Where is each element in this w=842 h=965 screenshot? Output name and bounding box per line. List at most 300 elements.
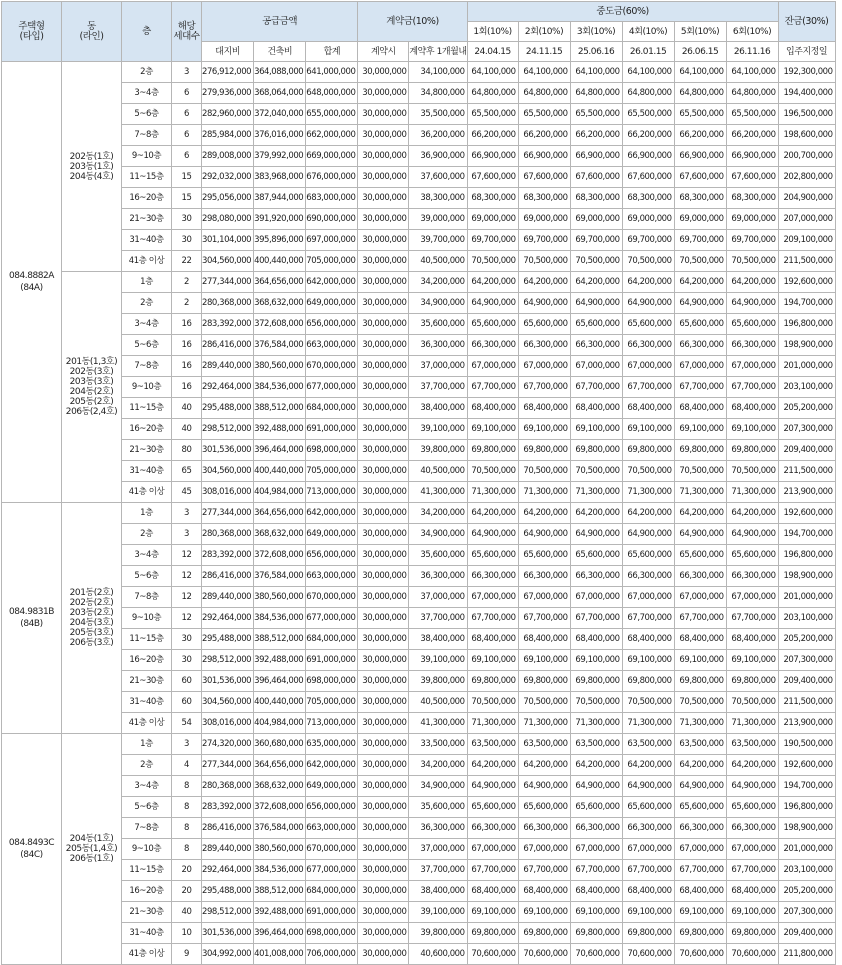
price-cell: 66,300,000 [622,818,674,839]
price-cell: 304,560,000 [202,692,254,713]
price-cell: 67,000,000 [674,356,726,377]
price-cell: 66,300,000 [518,335,570,356]
price-cell: 198,900,000 [778,818,835,839]
floor-cell: 41층 이상 [122,713,172,734]
price-cell: 30,000,000 [358,944,409,965]
units-cell: 20 [172,881,202,902]
price-cell: 69,100,000 [674,902,726,923]
dong-line-cell [62,503,122,734]
price-cell: 201,000,000 [778,587,835,608]
price-cell: 63,500,000 [570,734,622,755]
units-cell: 6 [172,125,202,146]
table-row [2,629,836,650]
price-cell: 71,300,000 [622,482,674,503]
header-date6: 26.11.16 [726,42,778,62]
table-row [2,188,836,209]
price-cell: 38,400,000 [409,629,467,650]
price-cell: 30,000,000 [358,419,409,440]
price-cell: 69,800,000 [518,923,570,944]
price-cell: 292,464,000 [202,860,254,881]
price-cell: 69,700,000 [570,230,622,251]
header-floor: 층 [122,2,172,62]
price-cell: 64,100,000 [467,62,518,83]
units-cell: 3 [172,734,202,755]
table-row [2,440,836,461]
price-cell: 648,000,000 [306,83,358,104]
price-cell: 71,300,000 [467,713,518,734]
price-cell: 39,100,000 [409,419,467,440]
floor-cell: 3~4층 [122,545,172,566]
price-cell: 69,800,000 [467,440,518,461]
price-cell: 285,984,000 [202,125,254,146]
units-cell: 10 [172,923,202,944]
price-cell: 64,900,000 [518,524,570,545]
floor-cell: 31~40층 [122,230,172,251]
price-cell: 295,056,000 [202,188,254,209]
price-cell: 30,000,000 [358,545,409,566]
price-cell: 66,900,000 [467,146,518,167]
price-cell: 64,200,000 [622,755,674,776]
units-cell: 6 [172,146,202,167]
table-row [2,482,836,503]
table-row [2,923,836,944]
price-cell: 274,320,000 [202,734,254,755]
price-cell: 70,600,000 [518,944,570,965]
unit-type-cell [2,62,62,503]
units-cell: 16 [172,356,202,377]
price-cell: 289,440,000 [202,839,254,860]
price-cell: 196,500,000 [778,104,835,125]
price-cell: 67,700,000 [674,860,726,881]
header-deposit: 계약금(10%) [358,2,467,42]
price-cell: 70,500,000 [674,692,726,713]
price-cell: 298,512,000 [202,419,254,440]
price-cell: 301,536,000 [202,440,254,461]
units-cell: 12 [172,566,202,587]
floor-cell: 7~8층 [122,125,172,146]
price-cell: 30,000,000 [358,146,409,167]
price-cell: 202,800,000 [778,167,835,188]
units-cell: 60 [172,671,202,692]
floor-cell: 41층 이상 [122,251,172,272]
price-cell: 40,500,000 [409,461,467,482]
floor-cell: 16~20층 [122,419,172,440]
price-cell: 194,400,000 [778,83,835,104]
price-cell: 70,600,000 [674,944,726,965]
price-cell: 192,600,000 [778,272,835,293]
header-mp1: 1회(10%) [467,22,518,42]
price-cell: 71,300,000 [570,482,622,503]
floor-cell: 3~4층 [122,314,172,335]
price-cell: 63,500,000 [726,734,778,755]
floor-cell: 7~8층 [122,587,172,608]
price-cell: 65,600,000 [570,545,622,566]
price-cell: 683,000,000 [306,188,358,209]
units-cell: 30 [172,209,202,230]
price-cell: 68,300,000 [518,188,570,209]
price-cell: 67,000,000 [726,587,778,608]
price-cell: 209,400,000 [778,440,835,461]
price-cell: 64,200,000 [570,272,622,293]
price-cell: 66,200,000 [467,125,518,146]
price-cell: 67,700,000 [622,377,674,398]
price-cell: 30,000,000 [358,293,409,314]
price-cell: 37,000,000 [409,356,467,377]
price-cell: 68,400,000 [570,398,622,419]
price-cell: 64,900,000 [467,776,518,797]
price-cell: 30,000,000 [358,314,409,335]
supply-price-table [1,1,836,965]
price-cell: 642,000,000 [306,272,358,293]
price-cell: 70,500,000 [570,251,622,272]
price-cell: 295,488,000 [202,881,254,902]
price-cell: 70,500,000 [674,461,726,482]
price-cell: 63,500,000 [467,734,518,755]
price-cell: 69,100,000 [674,419,726,440]
units-cell: 40 [172,398,202,419]
price-cell: 698,000,000 [306,923,358,944]
price-cell: 41,300,000 [409,482,467,503]
table-row [2,902,836,923]
price-table-page [0,1,842,959]
price-cell: 67,000,000 [570,356,622,377]
header-units: 해당 세대수 [172,2,202,62]
price-cell: 68,400,000 [518,629,570,650]
price-cell: 376,584,000 [254,566,306,587]
price-cell: 211,500,000 [778,692,835,713]
price-cell: 34,200,000 [409,503,467,524]
price-cell: 64,800,000 [570,83,622,104]
price-cell: 289,008,000 [202,146,254,167]
price-cell: 68,400,000 [518,881,570,902]
price-cell: 713,000,000 [306,713,358,734]
price-cell: 69,100,000 [518,650,570,671]
price-cell: 372,608,000 [254,797,306,818]
price-cell: 663,000,000 [306,818,358,839]
price-cell: 69,700,000 [467,230,518,251]
price-cell: 68,300,000 [726,188,778,209]
price-cell: 211,800,000 [778,944,835,965]
price-cell: 211,500,000 [778,251,835,272]
price-cell: 192,600,000 [778,503,835,524]
header-dong: 동 (라인) [62,2,122,62]
price-cell: 684,000,000 [306,629,358,650]
price-cell: 388,512,000 [254,629,306,650]
price-cell: 301,104,000 [202,230,254,251]
price-cell: 69,800,000 [518,440,570,461]
price-cell: 400,440,000 [254,251,306,272]
price-cell: 66,300,000 [570,818,622,839]
price-cell: 67,600,000 [622,167,674,188]
price-cell: 301,536,000 [202,923,254,944]
price-cell: 69,800,000 [570,671,622,692]
price-cell: 70,500,000 [726,461,778,482]
price-cell: 67,000,000 [622,587,674,608]
header-supply: 공급금액 [202,2,358,42]
price-cell: 30,000,000 [358,461,409,482]
price-cell: 698,000,000 [306,671,358,692]
price-cell: 384,536,000 [254,860,306,881]
price-cell: 201,000,000 [778,356,835,377]
price-cell: 69,800,000 [570,440,622,461]
price-cell: 37,000,000 [409,839,467,860]
price-cell: 30,000,000 [358,524,409,545]
floor-cell: 31~40층 [122,923,172,944]
price-cell: 64,900,000 [622,524,674,545]
price-cell: 64,200,000 [674,755,726,776]
units-cell: 2 [172,293,202,314]
price-cell: 65,500,000 [570,104,622,125]
price-cell: 67,600,000 [518,167,570,188]
price-cell: 66,900,000 [622,146,674,167]
price-cell: 67,600,000 [674,167,726,188]
price-cell: 34,900,000 [409,293,467,314]
price-cell: 64,100,000 [622,62,674,83]
price-cell: 69,700,000 [518,230,570,251]
header-movein: 입주지정일 [778,42,835,62]
floor-cell: 5~6층 [122,566,172,587]
price-cell: 669,000,000 [306,146,358,167]
price-cell: 30,000,000 [358,881,409,902]
price-cell: 30,000,000 [358,125,409,146]
price-cell: 67,000,000 [467,839,518,860]
floor-cell: 16~20층 [122,650,172,671]
price-cell: 66,200,000 [674,125,726,146]
price-cell: 282,960,000 [202,104,254,125]
price-cell: 65,500,000 [467,104,518,125]
table-row [2,671,836,692]
price-cell: 280,368,000 [202,293,254,314]
price-cell: 41,300,000 [409,713,467,734]
price-cell: 65,600,000 [467,545,518,566]
floor-cell: 2층 [122,524,172,545]
price-cell: 69,800,000 [726,923,778,944]
units-cell: 3 [172,503,202,524]
price-cell: 69,800,000 [674,671,726,692]
floor-cell: 16~20층 [122,881,172,902]
price-cell: 670,000,000 [306,839,358,860]
price-cell: 213,900,000 [778,713,835,734]
units-cell: 16 [172,314,202,335]
price-cell: 304,560,000 [202,251,254,272]
price-cell: 65,600,000 [726,545,778,566]
unit-type-cell [2,734,62,965]
price-cell: 35,600,000 [409,545,467,566]
price-cell: 304,560,000 [202,461,254,482]
price-cell: 63,500,000 [674,734,726,755]
price-cell: 34,200,000 [409,755,467,776]
price-cell: 37,700,000 [409,377,467,398]
floor-cell: 3~4층 [122,83,172,104]
price-cell: 64,900,000 [674,524,726,545]
price-cell: 663,000,000 [306,335,358,356]
unit-type-label: 084.8493C (84C) [8,838,55,860]
units-cell: 6 [172,83,202,104]
units-cell: 12 [172,608,202,629]
price-cell: 364,656,000 [254,272,306,293]
price-cell: 68,400,000 [674,881,726,902]
price-cell: 295,488,000 [202,398,254,419]
price-cell: 198,900,000 [778,335,835,356]
header-date1: 24.04.15 [467,42,518,62]
price-cell: 388,512,000 [254,398,306,419]
price-cell: 67,000,000 [570,839,622,860]
price-cell: 401,008,000 [254,944,306,965]
table-row [2,209,836,230]
price-cell: 213,900,000 [778,482,835,503]
dong-line-cell [62,62,122,272]
price-cell: 64,800,000 [622,83,674,104]
price-cell: 205,200,000 [778,398,835,419]
price-cell: 30,000,000 [358,629,409,650]
price-cell: 69,100,000 [467,419,518,440]
price-cell: 30,000,000 [358,377,409,398]
price-cell: 192,600,000 [778,755,835,776]
floor-cell: 11~15층 [122,398,172,419]
price-cell: 30,000,000 [358,839,409,860]
table-body [2,62,836,965]
price-cell: 283,392,000 [202,797,254,818]
price-cell: 70,500,000 [622,461,674,482]
price-cell: 68,400,000 [467,629,518,650]
price-cell: 39,800,000 [409,440,467,461]
header-mp6: 6회(10%) [726,22,778,42]
price-cell: 364,656,000 [254,503,306,524]
price-cell: 65,600,000 [726,797,778,818]
price-cell: 649,000,000 [306,293,358,314]
price-cell: 295,488,000 [202,629,254,650]
price-cell: 372,040,000 [254,104,306,125]
price-cell: 71,300,000 [622,713,674,734]
price-cell: 40,500,000 [409,692,467,713]
price-cell: 33,500,000 [409,734,467,755]
price-cell: 64,800,000 [674,83,726,104]
price-cell: 67,000,000 [467,587,518,608]
price-cell: 66,300,000 [674,335,726,356]
floor-cell: 1층 [122,272,172,293]
floor-cell: 5~6층 [122,797,172,818]
price-cell: 67,700,000 [467,377,518,398]
price-cell: 30,000,000 [358,734,409,755]
price-cell: 301,536,000 [202,671,254,692]
table-row [2,545,836,566]
price-cell: 64,200,000 [726,503,778,524]
price-cell: 67,700,000 [622,608,674,629]
price-cell: 71,300,000 [518,482,570,503]
price-cell: 662,000,000 [306,125,358,146]
price-cell: 71,300,000 [726,713,778,734]
price-cell: 67,000,000 [726,356,778,377]
floor-cell: 7~8층 [122,356,172,377]
price-cell: 69,100,000 [622,419,674,440]
price-cell: 64,200,000 [622,272,674,293]
price-cell: 677,000,000 [306,608,358,629]
floor-cell: 21~30층 [122,209,172,230]
price-cell: 277,344,000 [202,503,254,524]
price-cell: 71,300,000 [726,482,778,503]
units-cell: 8 [172,839,202,860]
price-cell: 69,800,000 [622,671,674,692]
price-cell: 68,400,000 [622,881,674,902]
price-cell: 66,200,000 [518,125,570,146]
price-cell: 39,800,000 [409,671,467,692]
price-cell: 65,500,000 [674,104,726,125]
price-cell: 68,300,000 [674,188,726,209]
units-cell: 2 [172,272,202,293]
price-cell: 65,600,000 [622,545,674,566]
price-cell: 400,440,000 [254,692,306,713]
table-row [2,419,836,440]
price-cell: 69,100,000 [674,650,726,671]
price-cell: 396,464,000 [254,440,306,461]
floor-cell: 5~6층 [122,104,172,125]
price-cell: 67,600,000 [467,167,518,188]
price-cell: 65,600,000 [518,797,570,818]
price-cell: 66,900,000 [570,146,622,167]
floor-cell: 31~40층 [122,461,172,482]
price-cell: 64,100,000 [570,62,622,83]
table-row [2,503,836,524]
price-cell: 194,700,000 [778,524,835,545]
price-cell: 67,700,000 [674,608,726,629]
price-cell: 30,000,000 [358,335,409,356]
price-cell: 69,100,000 [467,650,518,671]
units-cell: 45 [172,482,202,503]
price-cell: 663,000,000 [306,566,358,587]
price-cell: 30,000,000 [358,671,409,692]
price-cell: 360,680,000 [254,734,306,755]
price-cell: 292,464,000 [202,608,254,629]
price-cell: 30,000,000 [358,482,409,503]
price-cell: 67,700,000 [726,377,778,398]
price-cell: 277,344,000 [202,272,254,293]
price-cell: 68,300,000 [467,188,518,209]
table-row [2,125,836,146]
price-cell: 66,200,000 [622,125,674,146]
price-cell: 69,000,000 [518,209,570,230]
price-cell: 380,560,000 [254,839,306,860]
price-cell: 68,400,000 [622,398,674,419]
price-cell: 68,400,000 [570,881,622,902]
price-cell: 30,000,000 [358,923,409,944]
unit-type-cell [2,503,62,734]
price-cell: 38,400,000 [409,398,467,419]
price-cell: 656,000,000 [306,797,358,818]
units-cell: 20 [172,860,202,881]
price-cell: 69,800,000 [726,440,778,461]
price-cell: 66,300,000 [622,335,674,356]
price-cell: 655,000,000 [306,104,358,125]
header-type: 주택형 (타입) [2,2,62,62]
table-row [2,650,836,671]
price-cell: 194,700,000 [778,776,835,797]
price-cell: 68,400,000 [674,629,726,650]
floor-cell: 41층 이상 [122,944,172,965]
units-cell: 4 [172,755,202,776]
price-cell: 65,600,000 [726,314,778,335]
price-cell: 65,600,000 [674,545,726,566]
price-cell: 396,464,000 [254,923,306,944]
floor-cell: 9~10층 [122,377,172,398]
price-cell: 64,200,000 [518,503,570,524]
floor-cell: 2층 [122,62,172,83]
price-cell: 64,900,000 [467,293,518,314]
price-cell: 204,900,000 [778,188,835,209]
table-row [2,524,836,545]
price-cell: 209,400,000 [778,671,835,692]
price-cell: 298,512,000 [202,650,254,671]
price-cell: 280,368,000 [202,776,254,797]
